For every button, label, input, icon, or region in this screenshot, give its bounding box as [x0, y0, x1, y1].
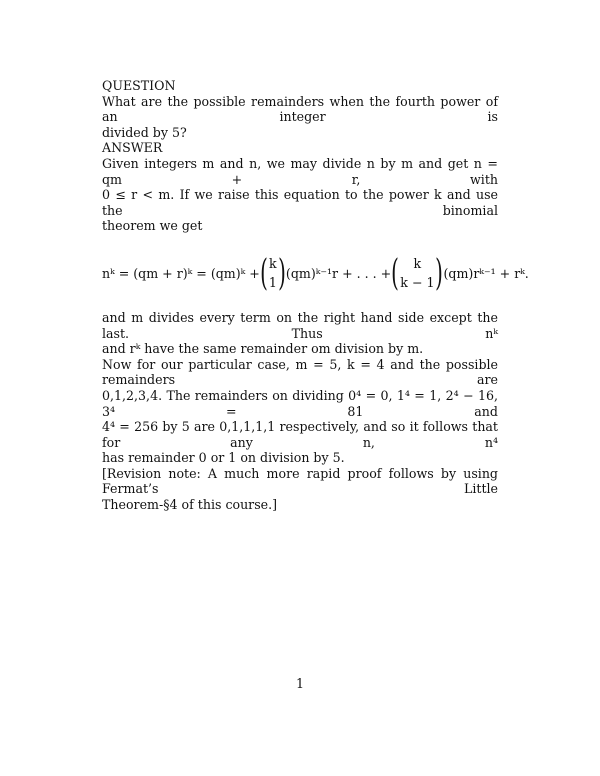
binomial-bottom: 1 [268, 274, 277, 290]
answer-text-line: Given integers m and n, we may divide n by m and get n = qm + r, with [102, 155, 498, 187]
left-paren: ( [259, 252, 268, 294]
binomial-coefficient [400, 258, 434, 289]
right-paren: ) [278, 252, 286, 294]
page-number: 1 [295, 676, 304, 691]
binomial-equation [102, 252, 529, 296]
equation-lhs: nᵏ = (qm + r)ᵏ = (qm)ᵏ + [102, 265, 260, 281]
question-text-line: What are the possible remainders when the fourth power of an integer is [102, 93, 498, 125]
right-paren: ) [435, 252, 444, 294]
binomial-coefficient [269, 258, 277, 289]
revision-note-line: [Revision note: A much more rapid proof follows by using Fermat’s Little [102, 465, 498, 497]
left-paren: ( [391, 252, 400, 294]
answer-text-line: and rᵏ have the same remainder om division by m. [102, 341, 424, 357]
binomial-bottom: k − 1 [400, 274, 435, 290]
answer-text-line: has remainder 0 or 1 on division by 5. [102, 450, 345, 466]
question-heading: QUESTION [102, 78, 176, 93]
binomial-top: k [269, 256, 277, 272]
document-body [102, 78, 529, 513]
equation-rhs: (qm)rᵏ⁻¹ + rᵏ. [443, 265, 529, 281]
answer-text-line: theorem we get [102, 218, 203, 234]
answer-text-line: 4⁴ = 256 by 5 are 0,1,1,1,1 respectively, and so it follows that for any n, n⁴ [102, 419, 498, 450]
answer-text-line: and m divides every term on the right hand side except the last. Thus nᵏ [102, 309, 498, 341]
equation-middle: (qm)ᵏ⁻¹r + . . . + [285, 265, 392, 281]
answer-text-line: 0,1,2,3,4. The remainders on dividing 0⁴ = 0, 1⁴ = 1, 2⁴ − 16, 3⁴ = 81 and [102, 387, 498, 419]
question-text-line: divided by 5? [102, 124, 187, 140]
answer-text-line: Now for our particular case, m = 5, k = 4 and the possible remainders are [102, 356, 498, 388]
revision-note-line: Theorem-§4 of this course.] [102, 497, 278, 513]
answer-heading: ANSWER [102, 140, 163, 156]
answer-text-line: 0 ≤ r < m. If we raise this equation to the power k and use the binomial [102, 187, 498, 218]
binomial-top: k [413, 256, 422, 272]
